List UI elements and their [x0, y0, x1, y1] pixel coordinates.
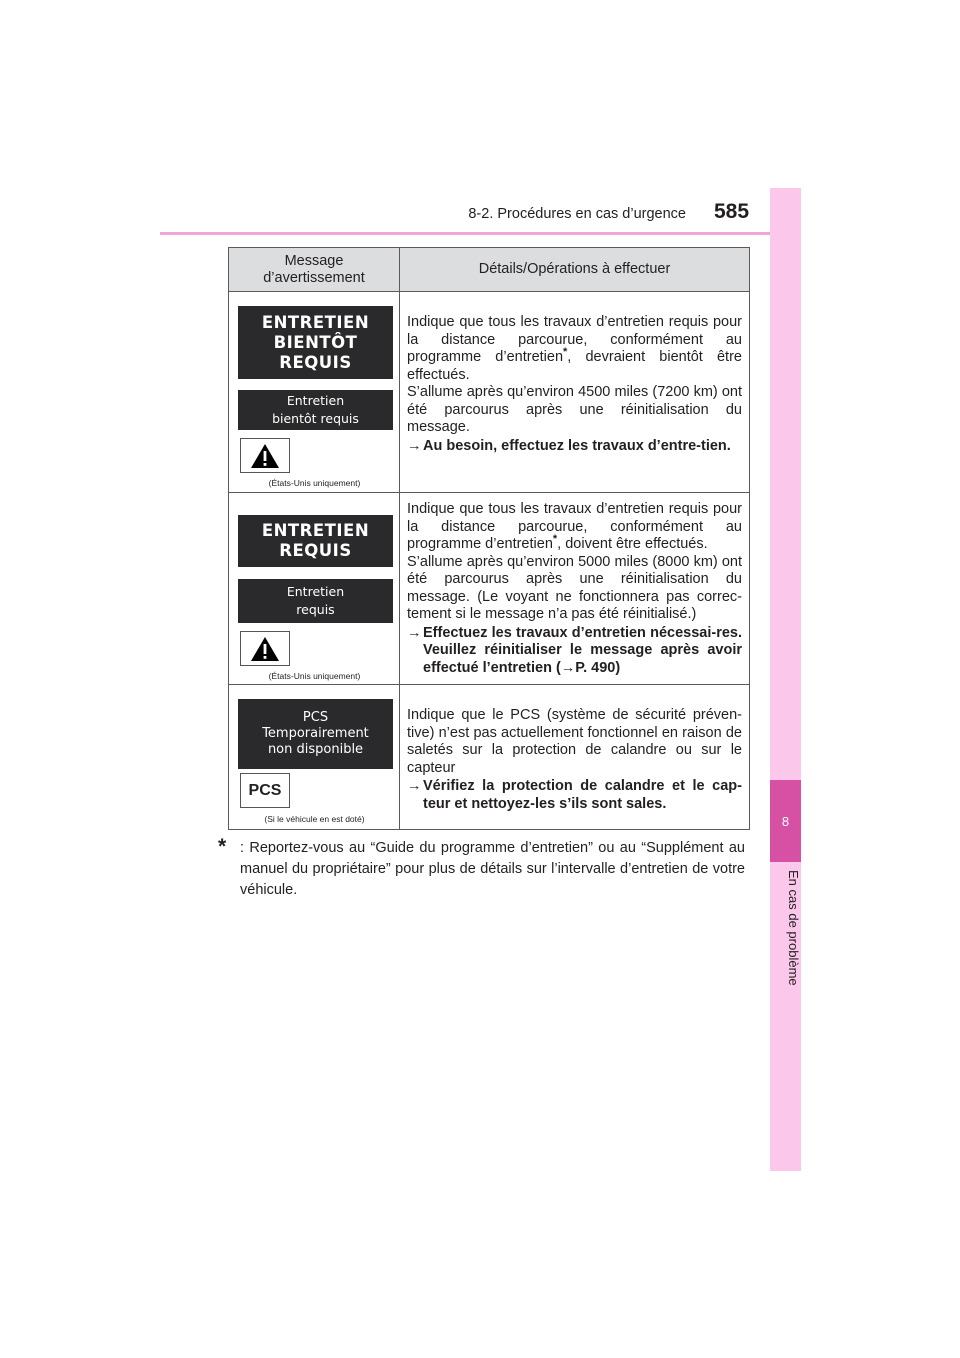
- chapter-label: En cas de problème: [786, 870, 801, 986]
- screen-line: PCS: [302, 710, 329, 725]
- footnote: [218, 835, 745, 901]
- details-line: , doivent être effectués.: [557, 536, 708, 552]
- message-icons-cell: [229, 292, 400, 493]
- warning-triangle-icon: [240, 631, 290, 666]
- action-instruction: [407, 438, 742, 456]
- details-line: S’allume après qu’environ 4500 miles (7200 km) ont été parcourus après une réinitialisation du message.: [407, 384, 742, 435]
- screen-line: REQUIS: [279, 541, 352, 560]
- arrow-icon: →: [407, 778, 422, 794]
- details-cell: [400, 292, 750, 493]
- details-text: [400, 685, 749, 813]
- screen-line: ENTRETIEN: [261, 521, 370, 540]
- details-cell: [400, 493, 750, 685]
- equipment-note: (Si le véhicule en est doté): [264, 814, 365, 824]
- pcs-indicator-icon: [240, 773, 290, 808]
- footnote-marker: *: [563, 346, 568, 359]
- details-text: [400, 493, 749, 677]
- header-rule: [160, 232, 800, 235]
- chapter-number-tab[interactable]: [770, 780, 801, 862]
- screen-line: requis: [296, 602, 335, 617]
- screen-line: Entretien: [286, 584, 345, 599]
- display-screen-entretien-bientot-requis: [238, 306, 393, 379]
- header-details: Détails/Opérations à effectuer: [400, 248, 750, 292]
- arrow-icon: →: [407, 437, 422, 454]
- details-line: Indique que le PCS (système de sécurité préven-tive) n’est pas actuellement fonctionnel en raison de saletés sur la protection de calandre ou sur le capteur: [407, 707, 742, 776]
- screen-line: Temporairement: [262, 726, 369, 741]
- table-row: [229, 292, 750, 493]
- action-text: Effectuez les travaux d’entretien nécessai-res. Veuillez réinitialiser le message après avoir effectué l’entretien (→P. 490): [423, 624, 742, 676]
- screen-line: non disponible: [267, 742, 364, 757]
- region-note: (États-Unis uniquement): [268, 671, 361, 681]
- table-header-row: [229, 248, 750, 292]
- warning-message-table: [228, 247, 750, 830]
- table-row: [229, 493, 750, 685]
- action-instruction: [407, 625, 742, 678]
- arrow-icon: →: [407, 624, 422, 641]
- display-screen-small: [238, 390, 393, 430]
- action-text: Vérifiez la protection de calandre et le cap-teur et nettoyez-les s’ils sont sales.: [423, 778, 742, 812]
- region-note: (États-Unis uniquement): [268, 478, 361, 488]
- page-number: 585: [714, 200, 750, 223]
- screen-line: ENTRETIEN: [261, 312, 370, 332]
- display-screen-entretien-requis: [238, 515, 393, 567]
- header-message-label: Message d’avertissement: [263, 252, 365, 286]
- screen-line: bientôt requis: [272, 411, 359, 426]
- details-text: [400, 292, 749, 455]
- details-line: Indique que tous les travaux d’entretien requis pour la distance parcourue, conformément au programme d’entretien: [407, 314, 742, 365]
- details-cell: [400, 685, 750, 830]
- chapter-number: 8: [781, 813, 790, 829]
- warning-triangle-icon: [240, 438, 290, 473]
- details-line: , devraient bientôt être effectués.: [407, 349, 742, 383]
- screen-line: REQUIS: [279, 352, 352, 372]
- message-icons-cell: [229, 493, 400, 685]
- footnote-star: *: [218, 835, 227, 858]
- table-row: [229, 685, 750, 830]
- details-line: Indique que tous les travaux d’entretien requis pour la distance parcourue, conformément au programme d’entretien: [407, 501, 742, 552]
- header-message: [229, 248, 400, 292]
- display-screen-small: [238, 579, 393, 623]
- pcs-label: PCS: [248, 781, 282, 799]
- section-title: 8-2. Procédures en cas d’urgence: [468, 206, 686, 222]
- action-text: Au besoin, effectuez les travaux d’entre-tien.: [423, 437, 731, 454]
- details-line: S’allume après qu’environ 5000 miles (8000 km) ont été parcourus après une réinitialisation du message. (Le voyant ne fonctionnera pas correc-tement si le message n’a pas été réinitialisé.): [407, 553, 742, 622]
- screen-line: Entretien: [286, 393, 345, 408]
- footnote-marker: *: [552, 533, 558, 546]
- message-icons-cell: [229, 685, 400, 830]
- side-tab: [770, 188, 801, 1171]
- display-screen-pcs: [238, 699, 393, 769]
- action-instruction: [407, 778, 742, 813]
- screen-line: BIENTÔT: [273, 332, 358, 352]
- footnote-text: : Reportez-vous au “Guide du programme d’entretien” ou au “Supplément au manuel du propriétaire” pour plus de détails sur l’intervalle d’entretien de votre véhicule.: [240, 840, 745, 898]
